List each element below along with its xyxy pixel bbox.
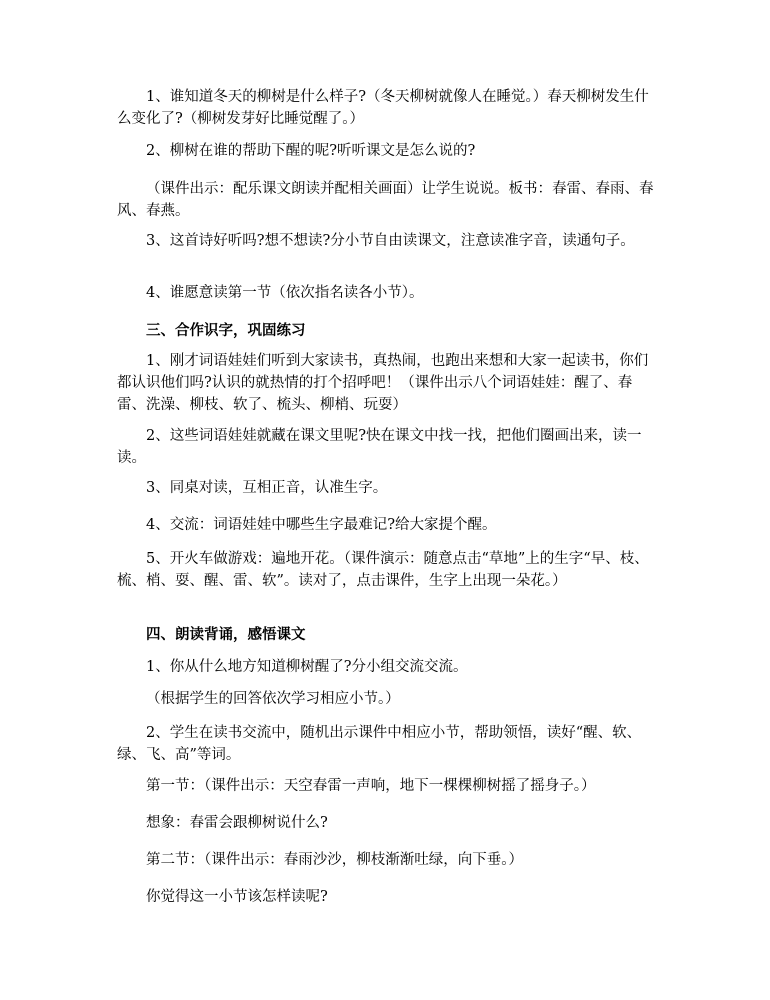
paragraph-10: 5、开火车做游戏：遍地开花。（课件演示：随意点击“草地”上的生字“早、枝、梳、梢、耍、醒、雷、软”。读对了，点击课件，生字上出现一朵花。） (117, 551, 649, 589)
paragraph-4: 3、这首诗好听吗?想不想读?分小节自由读课文，注意读准字音，读通句子。 (146, 233, 635, 249)
paragraph-6: 1、刚才词语娃娃们听到大家读书，真热闹，也跑出来想和大家一起读书，你们都认识他们吗?认识的就热情的打个招呼吧！（课件出示八个词语娃娃：醒了、春雷、洗澡、柳枝、软了、梳头、柳梢、玩耍） (117, 353, 649, 413)
paragraph-7: 2、这些词语娃娃就藏在课文里呢?快在课文中找一找，把他们圈画出来，读一读。 (117, 428, 642, 466)
paragraph-3: （课件出示：配乐课文朗读并配相关画面）让学生说说。板书：春雷、春雨、春风、春燕。 (117, 181, 654, 219)
paragraph-13: 2、学生在读书交流中，随机出示课件中相应小节，帮助领悟，读好“醒、软、绿、飞、高”等词。 (117, 725, 642, 763)
paragraph-11: 1、你从什么地方知道柳树醒了?分小组交流交流。 (146, 659, 468, 675)
paragraph-9: 4、交流：词语娃娃中哪些生字最难记?给大家提个醒。 (146, 517, 497, 533)
paragraph-17: 你觉得这一小节该怎样读呢? (146, 889, 328, 905)
paragraph-2: 2、柳树在谁的帮助下醒的呢?听听课文是怎么说的? (146, 143, 476, 159)
paragraph-16: 第二节：（课件出示：春雨沙沙，柳枝渐渐吐绿，向下垂。） (146, 852, 523, 868)
paragraph-8: 3、同桌对读，互相正音，认准生字。 (146, 480, 388, 496)
paragraph-1: 1、谁知道冬天的柳树是什么样子?（冬天柳树就像人在睡觉。）春天柳树发生什么变化了?（柳树发芽好比睡觉醒了。） (117, 89, 649, 127)
section-heading-3: 三、合作识字，巩固练习 (146, 322, 306, 339)
paragraph-5: 4、谁愿意读第一节（依次指名读各小节）。 (146, 285, 424, 301)
section-heading-4: 四、朗读背诵，感悟课文 (146, 626, 306, 643)
paragraph-12: （根据学生的回答依次学习相应小节。） (146, 691, 400, 707)
paragraph-15: 想象：春雷会跟柳树说什么? (146, 815, 328, 831)
paragraph-14: 第一节：（课件出示：天空春雷一声响，地下一棵棵柳树摇了摇身子。） (146, 778, 596, 794)
